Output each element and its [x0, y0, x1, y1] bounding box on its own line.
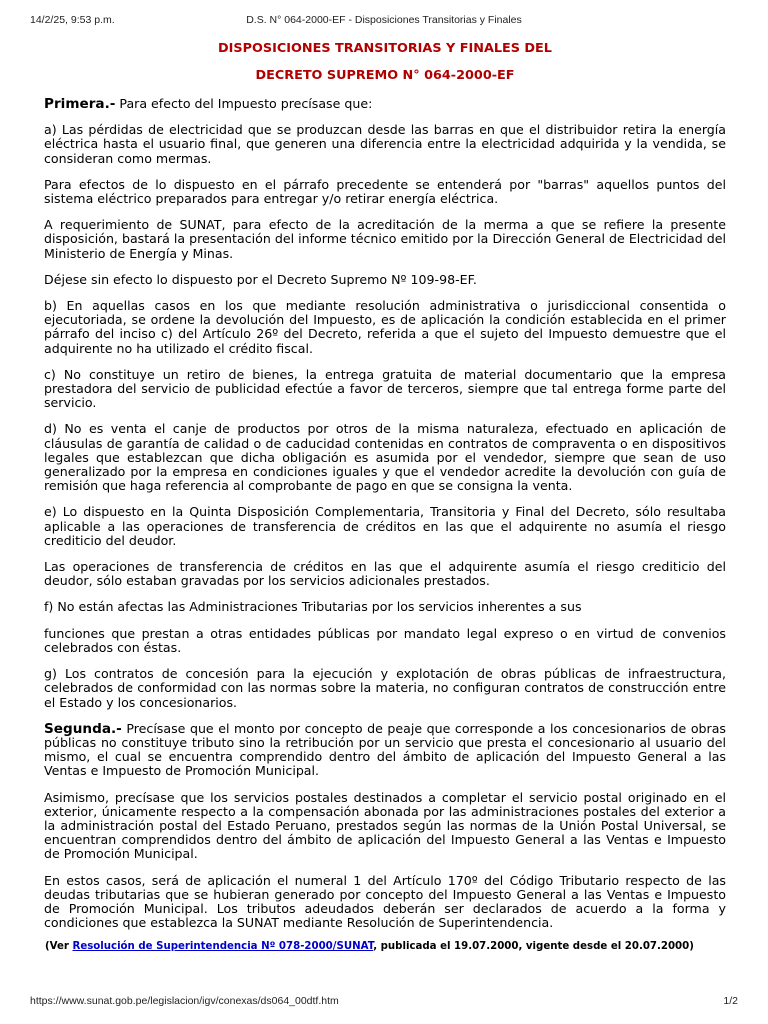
- paragraph-d: d) No es venta el canje de productos por otros de la misma naturaleza, efectuado en aplicación de cláusulas de garantía de calidad o de caducidad contenidas en contratos de compraventa o en dispositivos legales que establezcan que dicha obligación es asumida por el vendedor, siempre que sean de uso generalizado por la empresa en condiciones iguales y que el vendedor acredite la devolución con guía de remisión que haga referencia al comprobante de pago en que se consigna la venta.: [44, 421, 726, 494]
- primera-heading: Primera.-: [44, 96, 116, 112]
- document-title-line1: DISPOSICIONES TRANSITORIAS Y FINALES DEL: [218, 41, 552, 56]
- paragraph-s2: Asimismo, precísase que los servicios postales destinados a completar el servicio postal originado en el exterior, únicamente respecto a la compensación abonada por las administraciones postales del exterior a la administración postal del Estado Peruano, prestados según las normas de la Unión Postal Universal, se encuentran comprendidos dentro del ámbito de aplicación del Impuesto General a las Ventas e Impuesto de Promoción Municipal.: [44, 789, 726, 862]
- resolution-link[interactable]: Resolución de Superintendencia Nº 078-2000/SUNAT: [72, 941, 374, 953]
- paragraph-c: c) No constituye un retiro de bienes, la entrega gratuita de material documentario que la empresa prestadora del servicio de publicidad efectúe a favor de terceros, siempre que tal entrega forme parte del servicio.: [44, 366, 726, 411]
- paragraph-b: b) En aquellas casos en los que mediante resolución administrativa o jurisdiccional consentida o ejecutoriada, se ordene la devolución del Impuesto, es de aplicación la condición establecida en el primer párrafo del inciso c) del Artículo 26º del Decreto, referida a que el sujeto del Impuesto demuestre que el adquirente no ha utilizado el crédito fiscal.: [44, 298, 726, 356]
- print-header: [30, 14, 738, 28]
- reference-note: [44, 940, 726, 953]
- paragraph-a2: Para efectos de lo dispuesto en el párrafo precedente se entenderá por "barras" aquellos puntos del sistema eléctrico preparados para entregar y/o retirar energía eléctrica.: [44, 176, 726, 207]
- note-suffix: , publicada el 19.07.2000, vigente desde el 20.07.2000): [373, 941, 694, 953]
- paragraph-a1: a) Las pérdidas de electricidad que se produzcan desde las barras en que el distribuidor retira la energía eléctrica hasta el usuario final, que generen una diferencia entre la electricidad adquirida y la vendida, se consideran como mermas.: [44, 122, 726, 166]
- print-url: https://www.sunat.gob.pe/legislacion/igv/conexas/ds064_00dtf.htm: [30, 995, 339, 1007]
- paragraph-g: g) Los contratos de concesión para la ejecución y explotación de obras públicas de infraestructura, celebrados de conformidad con las normas sobre la materia, no configuran contratos de construcción entre el Estado y los concesionarios.: [44, 666, 726, 710]
- paragraph-a4: Déjese sin efecto lo dispuesto por el Decreto Supremo Nº 109-98-EF.: [44, 271, 477, 287]
- print-page-number: 1/2: [723, 995, 738, 1007]
- print-datetime: 14/2/25, 9:53 p.m.: [30, 14, 115, 26]
- document-title-line2: DECRETO SUPREMO N° 064-2000-EF: [255, 68, 515, 83]
- segunda-heading: Segunda.-: [44, 720, 122, 737]
- paragraph-a3: A requerimiento de SUNAT, para efecto de la acreditación de la merma a que se refiere la presente disposición, bastará la presentación del informe técnico emitido por la Dirección General de Electricidad del Ministerio de Energía y Minas.: [44, 217, 726, 261]
- paragraph-s3: En estos casos, será de aplicación el numeral 1 del Artículo 170º del Código Tributario respecto de las deudas tributarias que se hubieran generado por concepto del Impuesto General a las Ventas e Impuesto de Promoción Municipal. Los tributos adeudados deberán ser declarados de acuerdo a la forma y condiciones que establezca la SUNAT mediante Resolución de Superintendencia.: [44, 872, 726, 931]
- document-body: [44, 38, 726, 953]
- paragraph-e1: e) Lo dispuesto en la Quinta Disposición Complementaria, Transitoria y Final del Decreto, sólo resultaba aplicable a las operaciones de transferencia de créditos en las que el adquirente no asumía el riesgo crediticio del deudor.: [44, 504, 726, 548]
- print-page-title: D.S. N° 064-2000-EF - Disposiciones Transitorias y Finales: [246, 14, 522, 26]
- print-footer: [30, 995, 738, 1009]
- paragraph-segunda: [44, 722, 726, 779]
- primera-intro: Para efecto del Impuesto precísase que:: [115, 96, 373, 111]
- paragraph-f2: funciones que prestan a otras entidades públicas por mandato legal expreso o en virtud de convenios celebrados con éstas.: [44, 625, 726, 655]
- note-prefix: (Ver: [45, 941, 73, 953]
- segunda-text: Precísase que el monto por concepto de peaje que corresponde a los concesionarios de obras públicas no constituye tributo sino la retribución por un servicio que presta el concesionario al usuario del mismo, el cual se encuentra comprendido dentro del ámbito de aplicación del Impuesto General a las Ventas e Impuesto de Promoción Municipal.: [44, 720, 726, 779]
- paragraph-e2: Las operaciones de transferencia de créditos en las que el adquirente asumía el riesgo crediticio del deudor, sólo estaban gravadas por los servicios adicionales prestados.: [44, 559, 726, 589]
- paragraph-f1: f) No están afectas las Administraciones Tributarias por los servicios inherentes a sus: [44, 599, 582, 615]
- paragraph-primera: [44, 97, 726, 111]
